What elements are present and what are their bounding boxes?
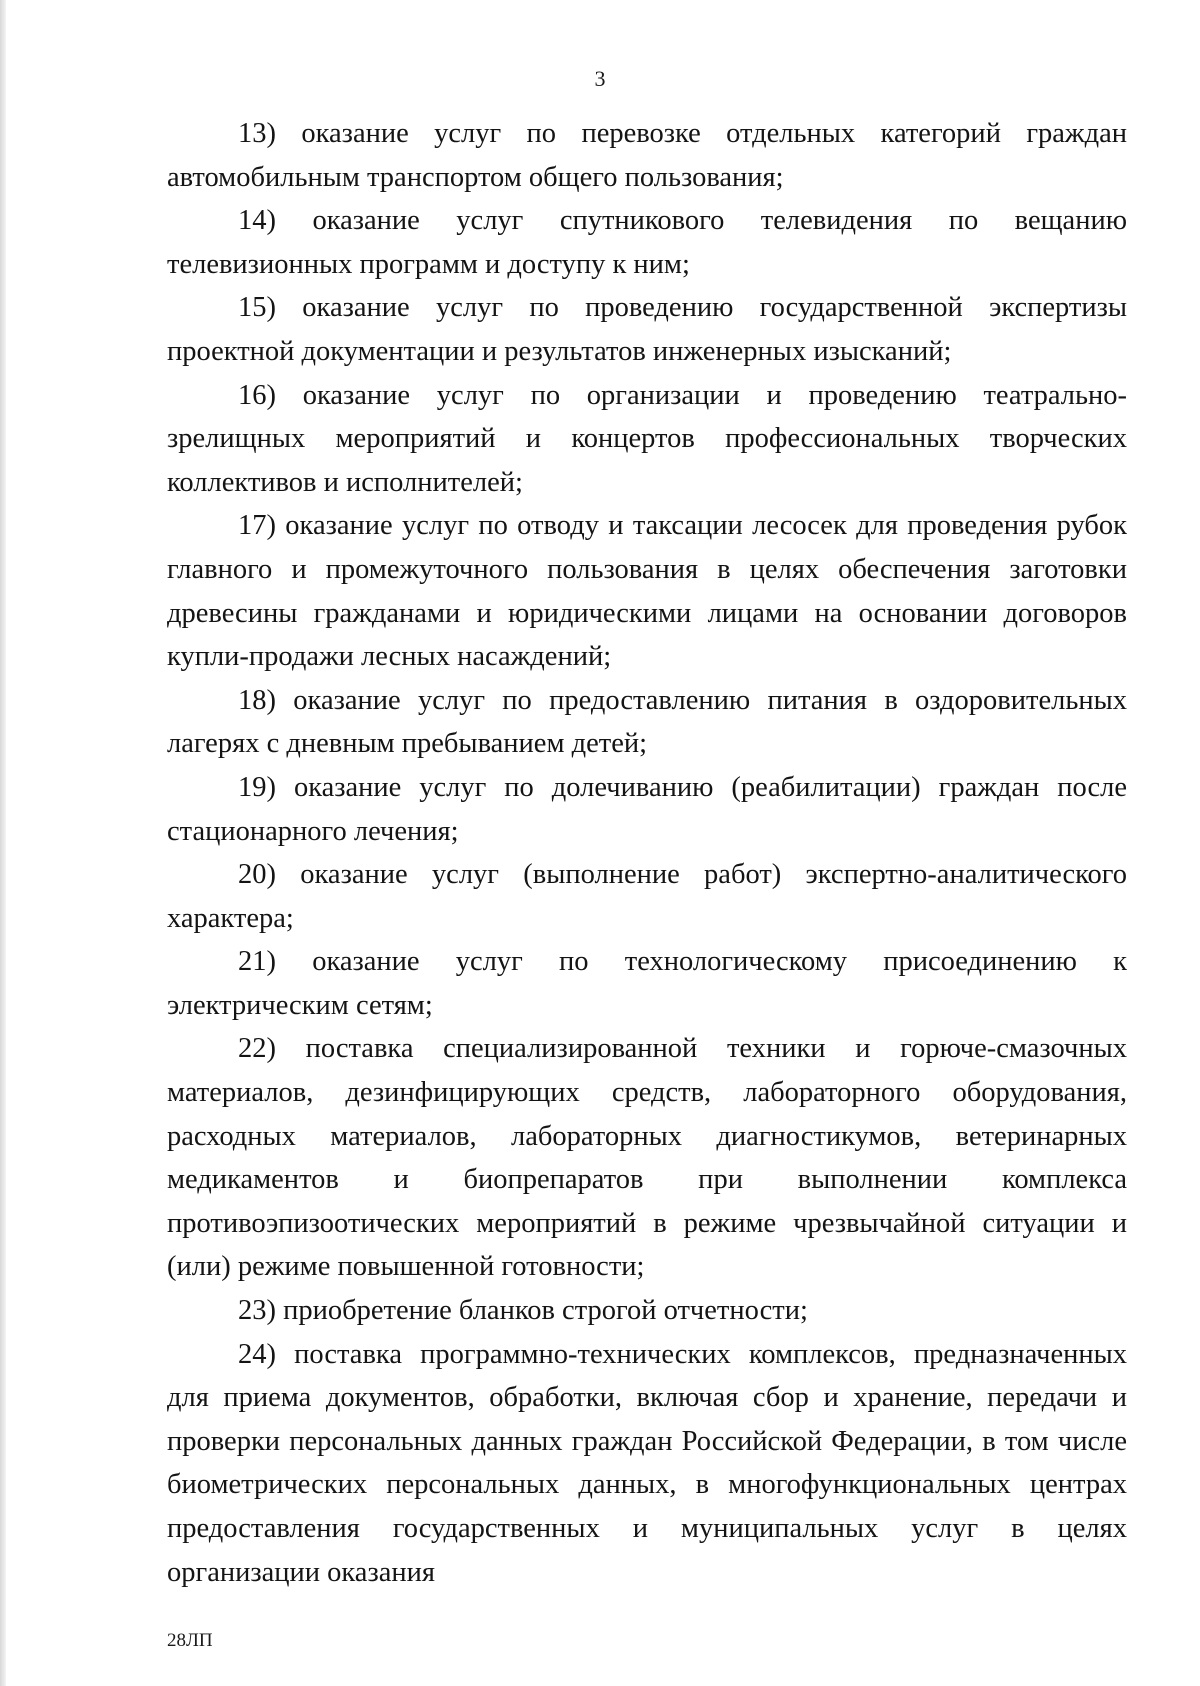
list-item-19: 19) оказание услуг по долечиванию (реабилитации) граждан после стационарного лечения; bbox=[167, 771, 1127, 847]
scan-edge bbox=[0, 0, 6, 1686]
list-item-18: 18) оказание услуг по предоставлению питания в оздоровительных лагерях с дневным пребыванием детей; bbox=[167, 684, 1127, 760]
list-item-17: 17) оказание услуг по отводу и таксации лесосек для проведения рубок главного и промежуточного пользования в целях обеспечения заготовки древесины гражданами и юридическими лицами на основании договоров купли-продажи лесных насаждений; bbox=[167, 510, 1127, 673]
list-item-16: 16) оказание услуг по организации и проведению театрально-зрелищных мероприятий и концертов профессиональных творческих коллективов и исполнителей; bbox=[167, 379, 1127, 498]
list-item-13: 13) оказание услуг по перевозке отдельных категорий граждан автомобильным транспортом общего пользования; bbox=[167, 118, 1127, 193]
document-body bbox=[167, 112, 1127, 1594]
footer-code: 28ЛП bbox=[167, 1630, 213, 1651]
list-item-15: 15) оказание услуг по проведению государственной экспертизы проектной документации и результатов инженерных изысканий; bbox=[167, 292, 1127, 367]
list-item-20: 20) оказание услуг (выполнение работ) экспертно-аналитического характера; bbox=[167, 859, 1127, 934]
list-item-14: 14) оказание услуг спутникового телевидения по вещанию телевизионных программ и доступу к ним; bbox=[167, 205, 1127, 280]
list-item-23: 23) приобретение бланков строгой отчетности; bbox=[238, 1295, 808, 1327]
list-item-21: 21) оказание услуг по технологическому присоединению к электрическим сетям; bbox=[167, 946, 1127, 1021]
list-item-24: 24) поставка программно-технических комплексов, предназначенных для приема документов, обработки, включая сбор и хранение, передачи и проверки персональных данных граждан Российской Федерации, в том числе биометрических персональных данных, в многофункциональных центрах предоставления государственных и муниципальных услуг в целях организации оказания bbox=[167, 1338, 1127, 1588]
list-item-22: 22) поставка специализированной техники и горюче-смазочных материалов, дезинфицирующих средств, лабораторного оборудования, расходных материалов, лабораторных диагностикумов, ветеринарных медикаментов и биопрепаратов при выполнении комплекса противоэпизоотических мероприятий в режиме чрезвычайной ситуации и (или) режиме повышенной готовности; bbox=[167, 1033, 1127, 1283]
page-number: 3 bbox=[594, 66, 606, 91]
